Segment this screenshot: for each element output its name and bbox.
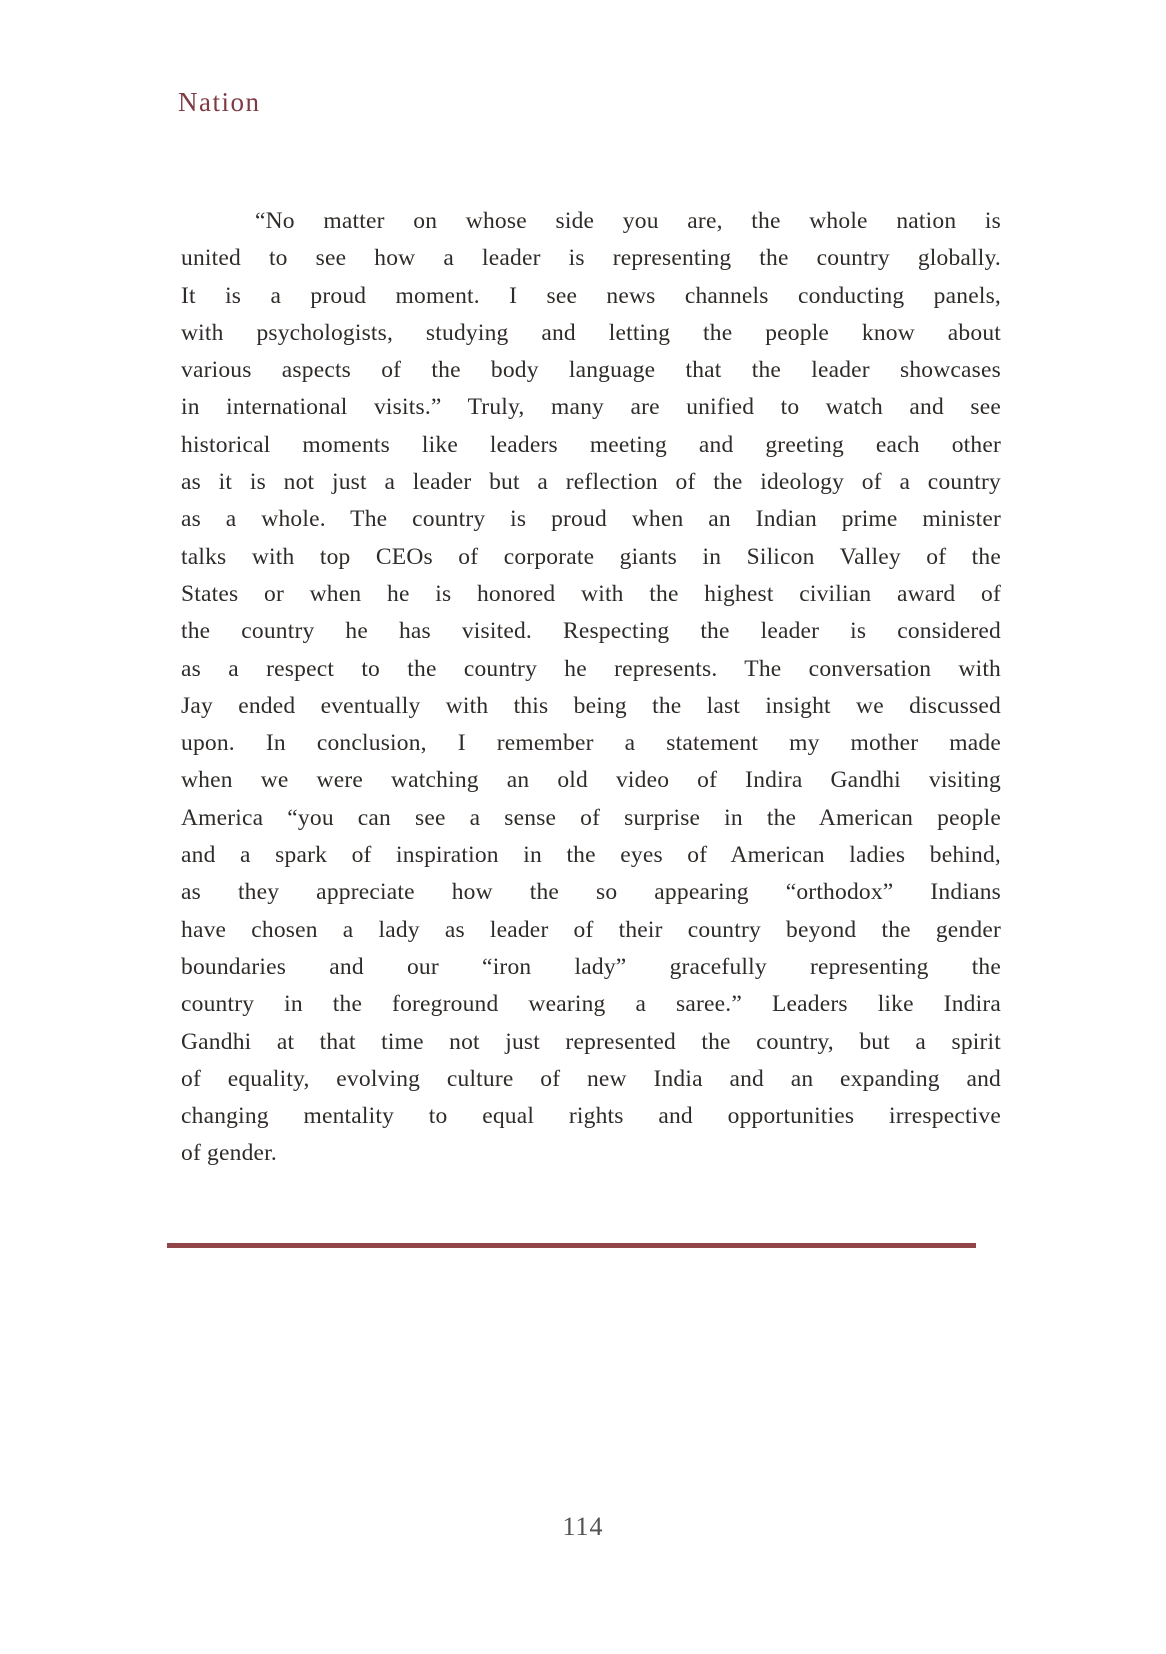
text-line: “No matter on whose side you are, the whole nation is <box>255 208 1001 234</box>
page-number: 114 <box>562 1512 604 1541</box>
text-line: talks with top CEOs of corporate giants in Silicon Valley of the <box>181 543 1001 570</box>
text-line: of gender. <box>181 1140 277 1167</box>
text-line: have chosen a lady as leader of their country beyond the gender <box>181 916 1001 943</box>
text-line: as they appreciate how the so appearing “orthodox” Indians <box>181 879 1001 906</box>
text-line: when we were watching an old video of Indira Gandhi visiting <box>181 767 1001 794</box>
text-line: changing mentality to equal rights and opportunities irrespective <box>181 1103 1001 1130</box>
text-line: Gandhi at that time not just represented the country, but a spirit <box>181 1028 1001 1055</box>
text-line: the country he has visited. Respecting the leader is considered <box>181 618 1001 645</box>
text-line: It is a proud moment. I see news channels conducting panels, <box>181 282 1001 309</box>
running-header: Nation <box>178 87 261 117</box>
text-line: of equality, evolving culture of new India and an expanding and <box>181 1065 1001 1092</box>
section-divider-rule <box>167 1243 976 1248</box>
body-paragraph <box>181 203 1001 1173</box>
text-line: historical moments like leaders meeting and greeting each other <box>181 431 1001 458</box>
text-line: as a respect to the country he represents. The conversation with <box>181 655 1001 682</box>
text-line: country in the foreground wearing a saree.” Leaders like Indira <box>181 991 1001 1018</box>
text-line: States or when he is honored with the highest civilian award of <box>181 580 1001 607</box>
text-line: in international visits.” Truly, many are unified to watch and see <box>181 394 1001 421</box>
text-line: united to see how a leader is representing the country globally. <box>181 245 1001 272</box>
text-line: and a spark of inspiration in the eyes of American ladies behind, <box>181 842 1001 869</box>
text-line: Jay ended eventually with this being the last insight we discussed <box>181 692 1001 719</box>
text-line: as a whole. The country is proud when an Indian prime minister <box>181 506 1001 533</box>
text-line: America “you can see a sense of surprise in the American people <box>181 804 1001 831</box>
text-line: boundaries and our “iron lady” gracefully representing the <box>181 953 1001 980</box>
text-line: upon. In conclusion, I remember a statement my mother made <box>181 730 1001 757</box>
text-line: as it is not just a leader but a reflection of the ideology of a country <box>181 469 1001 496</box>
text-line: with psychologists, studying and letting the people know about <box>181 319 1001 346</box>
text-line: various aspects of the body language that the leader showcases <box>181 357 1001 384</box>
